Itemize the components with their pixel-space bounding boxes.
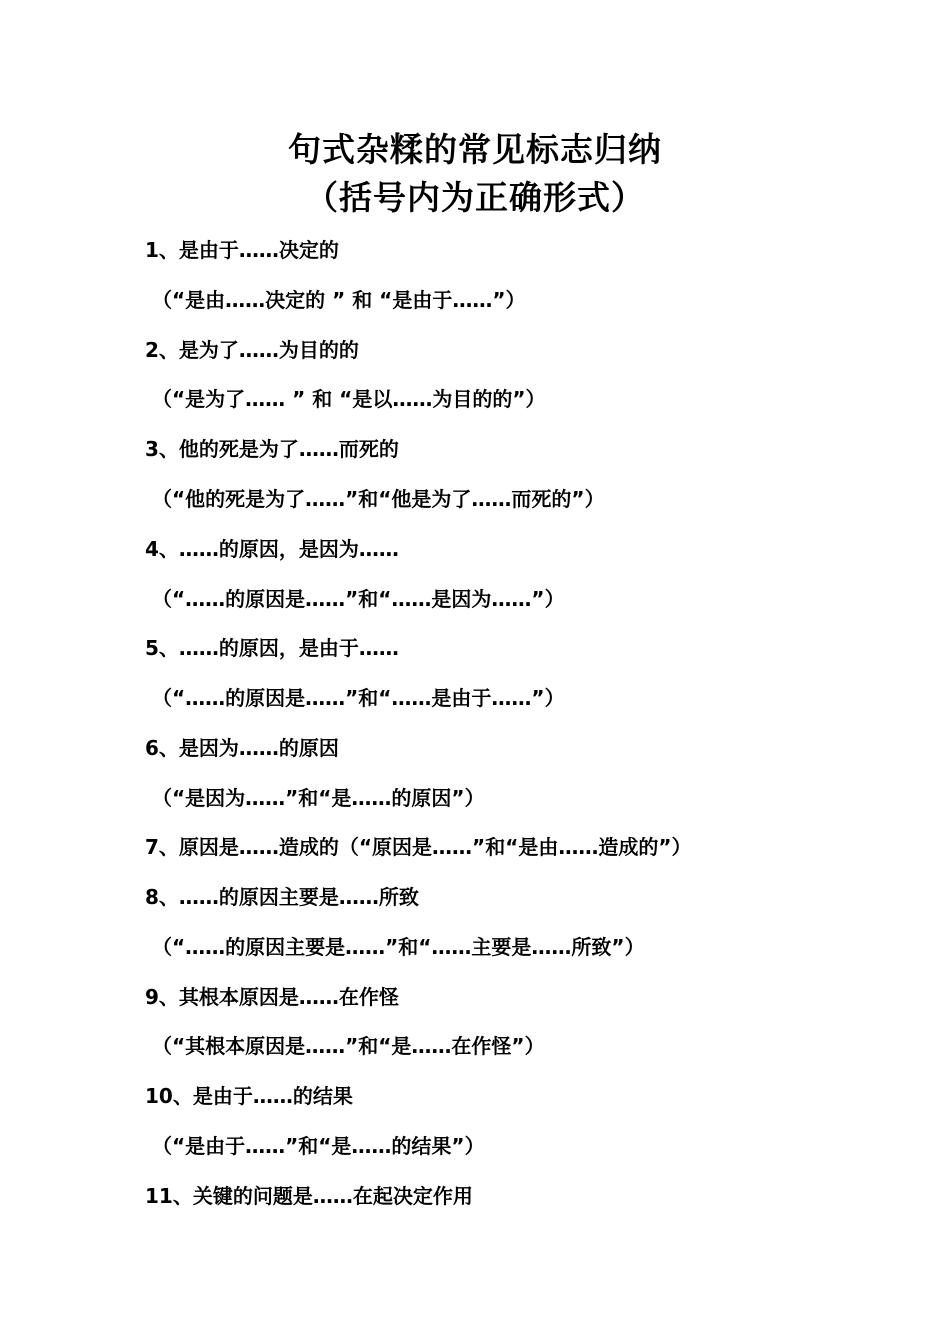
item-4-correct: （“……的原因是……”和“……是因为……”） [152,587,565,611]
document-title: 句式杂糅的常见标志归纳 [288,130,662,169]
item-4-incorrect: 4、……的原因，是因为…… [145,537,399,561]
item-8-correct: （“……的原因主要是……”和“……主要是……所致”） [152,935,645,959]
item-1-correct: （“是由……决定的 ” 和 “是由于……”） [152,288,526,312]
item-2-incorrect: 2、是为了……为目的的 [145,338,359,362]
item-6-incorrect: 6、是因为……的原因 [145,736,339,760]
item-5-correct: （“……的原因是……”和“……是由于……”） [152,686,565,710]
item-1-incorrect: 1、是由于……决定的 [145,238,339,262]
item-3-incorrect: 3、他的死是为了……而死的 [145,437,399,461]
item-7-incorrect-and-correct: 7、原因是……造成的（“原因是……”和“是由……造成的”） [145,835,692,859]
item-8-incorrect: 8、……的原因主要是……所致 [145,885,419,909]
item-3-correct: （“他的死是为了……”和“他是为了……而死的”） [152,487,605,511]
item-9-correct: （“其根本原因是……”和“是……在作怪”） [152,1034,545,1058]
item-2-correct: （“是为了…… ” 和 “是以……为目的的”） [152,387,546,411]
item-10-incorrect: 10、是由于……的结果 [145,1084,353,1108]
item-10-correct: （“是由于……”和“是……的结果”） [152,1134,485,1158]
document-subtitle: （括号内为正确形式） [305,178,645,217]
item-9-incorrect: 9、其根本原因是……在作怪 [145,985,399,1009]
item-5-incorrect: 5、……的原因，是由于…… [145,636,399,660]
item-6-correct: （“是因为……”和“是……的原因”） [152,786,485,810]
item-11-incorrect: 11、关键的问题是……在起决定作用 [145,1184,473,1208]
